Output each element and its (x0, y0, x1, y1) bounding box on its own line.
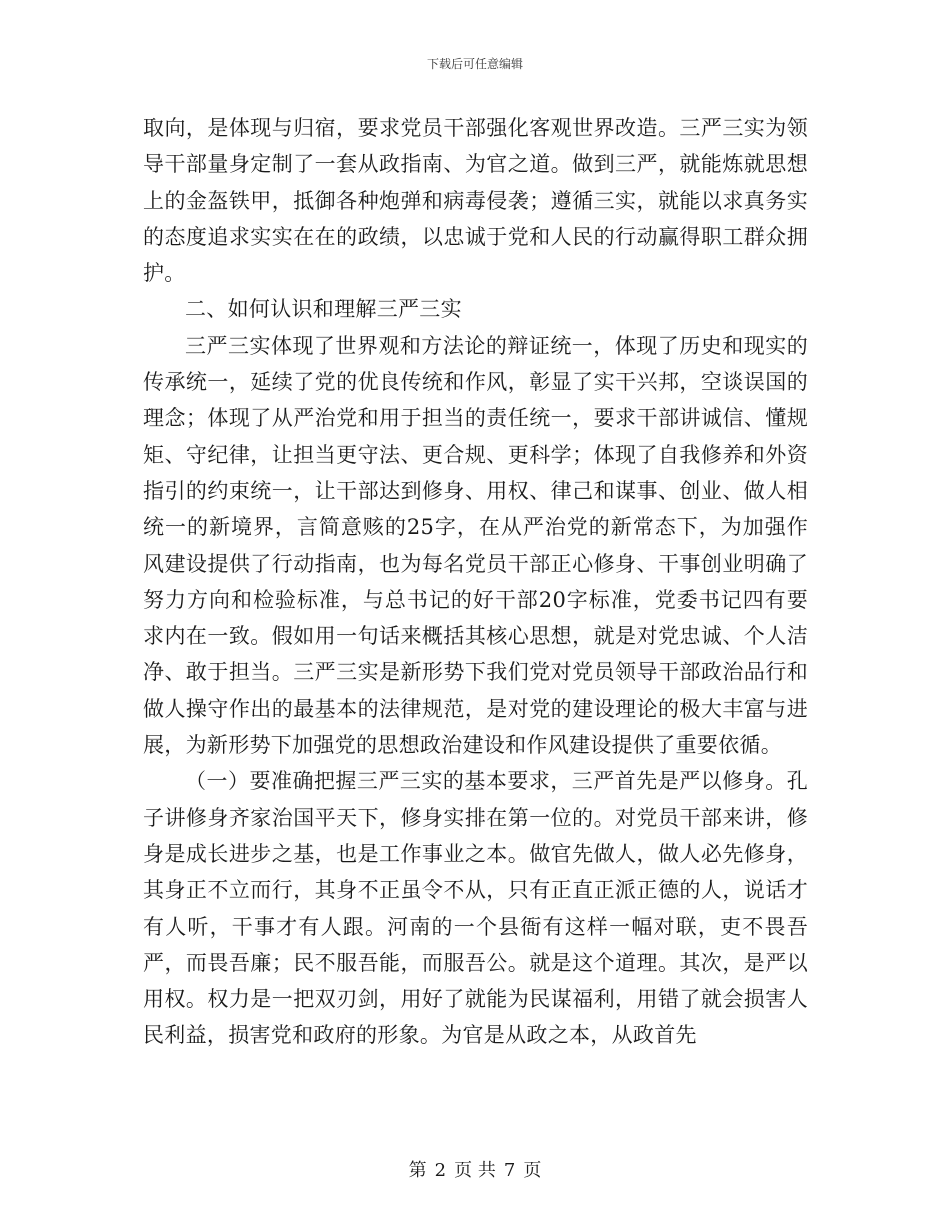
document-body (143, 110, 808, 1054)
page-footer (0, 1156, 950, 1182)
page-header: 下载后可任意编辑 (426, 57, 523, 71)
page-suffix: 页 (523, 1160, 542, 1181)
section-heading: 二、如何认识和理解三严三实 (185, 297, 462, 322)
page-total: 7 (503, 1160, 516, 1181)
paragraph: （一）要准确把握三严三实的基本要求，三严首先是严以修身。孔子讲修身齐家治国平天下，修身实排在第一位的。对党员干部来讲，修身是成长进步之基，也是工作事业之本。做官先做人，做人必先修身，其身正不立而行，其身不正虽令不从，只有正直正派正德的人，说话才有人听，干事才有人跟。河南的一个县衙有这样一幅对联，吏不畏吾严，而畏吾廉；民不服吾能，而服吾公。就是这个道理。其次，是严以用权。权力是一把双刃剑，用好了就能为民谋福利，用错了就会损害人民利益，损害党和政府的形象。为官是从政之本，从政首先 (143, 769, 808, 1048)
page-number: 2 (434, 1160, 447, 1181)
page-mid: 页 共 (454, 1160, 496, 1181)
page-prefix: 第 (408, 1160, 427, 1181)
paragraph-continuation: 取向，是体现与归宿，要求党员干部强化客观世界改造。三严三实为领导干部量身定制了一套从政指南、为官之道。做到三严，就能炼就思想上的金盔铁甲，抵御各种炮弹和病毒侵袭；遵循三实，就能以求真务实的态度追求实实在在的政绩，以忠诚于党和人民的行动赢得职工群众拥护。 (143, 116, 808, 286)
paragraph: 三严三实体现了世界观和方法论的辩证统一，体现了历史和现实的传承统一，延续了党的优良传统和作风，彰显了实干兴邦，空谈误国的理念；体现了从严治党和用于担当的责任统一，要求干部讲诚信、懂规矩、守纪律，让担当更守法、更合规、更科学；体现了自我修养和外资指引的约束统一，让干部达到修身、用权、律己和谋事、创业、做人相统一的新境界，言简意赅的25字，在从严治党的新常态下，为加强作风建设提供了行动指南，也为每名党员干部正心修身、干事创业明确了努力方向和检验标准，与总书记的好干部20字标准，党委书记四有要求内在一致。假如用一句话来概括其核心思想，就是对党忠诚、个人洁净、敢于担当。三严三实是新形势下我们党对党员领导干部政治品行和做人操守作出的最基本的法律规范，是对党的建设理论的极大丰富与进展，为新形势下加强党的思想政治建设和作风建设提供了重要依循。 (143, 333, 808, 758)
